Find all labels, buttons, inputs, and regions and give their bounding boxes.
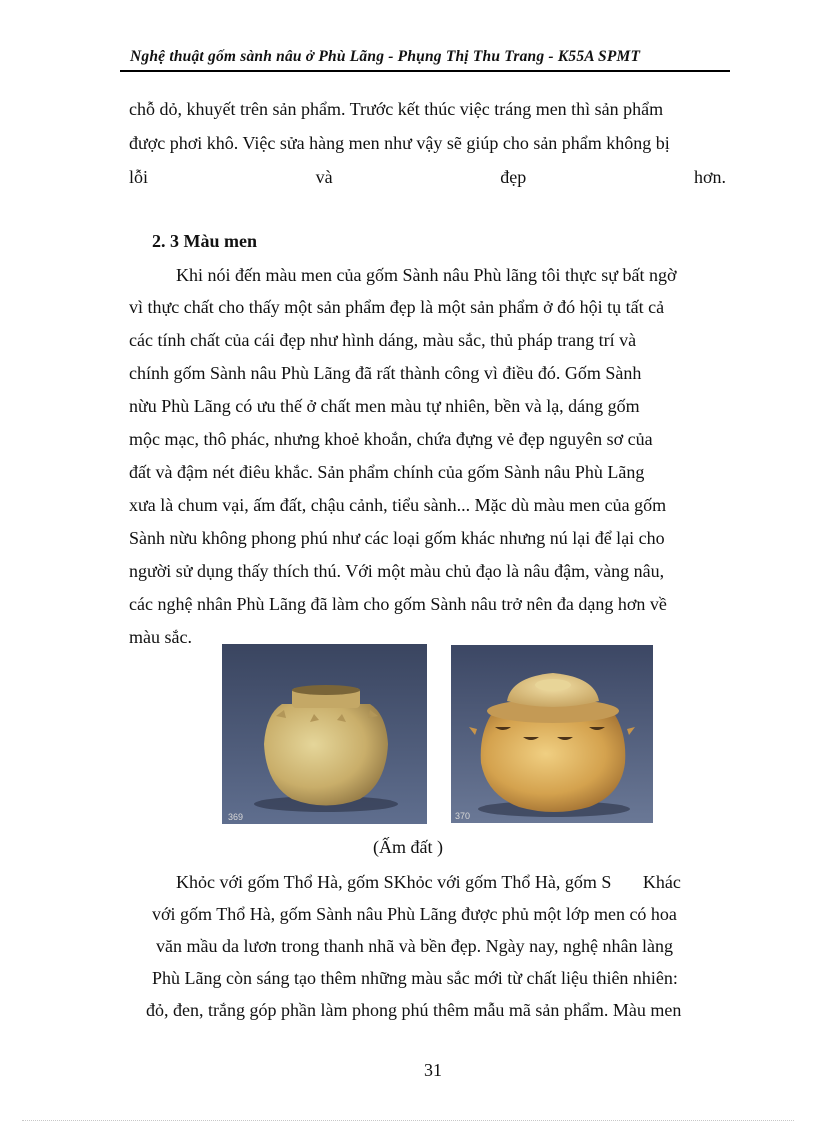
justified-line	[129, 166, 726, 188]
page-number: 31	[424, 1060, 442, 1080]
photo-number: 369	[228, 812, 244, 822]
word: hơn.	[693, 167, 726, 187]
paragraph-line: xưa là chum vại, ấm đất, chậu cảnh, tiểu sành... Mặc dù màu men của gốm	[129, 495, 667, 515]
paragraph-line: các tính chất của cái đẹp như hình dáng, màu sắc, thủ pháp trang trí và	[129, 330, 637, 350]
paragraph-line: văn mầu da lươn trong thanh nhã và bền đẹp. Ngày nay, nghệ nhân làng	[156, 936, 673, 956]
paragraph-line: mộc mạc, thô phác, nhưng khoẻ khoắn, chứa đựng vẻ đẹp nguyên sơ của	[129, 429, 653, 449]
paragraph-line: Khi nói đến màu men của gốm Sành nâu Phù lãng tôi thực sự bất ngờ	[176, 265, 677, 285]
jar-photo-right	[451, 645, 653, 823]
paragraph-line: với gốm Thổ Hà, gốm Sành nâu Phù Lãng được phủ một lớp men có hoa	[152, 904, 677, 924]
paragraph-line: vì thực chất cho thấy một sản phẩm đẹp là một sản phẩm ở đó hội tụ tất cả	[129, 297, 665, 317]
paragraph-line: chỗ dỏ, khuyết trên sản phẩm. Trước kết thúc việc tráng men thì sản phẩm	[129, 99, 664, 119]
word: đẹp	[500, 167, 527, 187]
jar-photo-left	[222, 644, 427, 824]
word: và	[315, 167, 333, 187]
ceramic-jar-lidded-icon	[451, 645, 653, 823]
figure-caption: (Ấm đất )	[373, 837, 443, 857]
section-heading: 2. 3 Màu men	[152, 231, 257, 251]
paragraph-line: Khỏc với gốm Thổ Hà, gốm SKhỏc với gốm Thổ Hà, gốm S Khác	[176, 872, 681, 892]
photo-number: 370	[455, 811, 471, 821]
paragraph-line: nừu Phù Lãng có ưu thế ở chất men màu tự nhiên, bền và lạ, dáng gốm	[129, 396, 640, 416]
ceramic-jar-open-icon	[222, 644, 427, 824]
paragraph-line: các nghệ nhân Phù Lãng đã làm cho gốm Sành nâu trở nên đa dạng hơn về	[129, 594, 667, 614]
paragraph-line: được phơi khô. Việc sửa hàng men như vậy sẽ giúp cho sản phẩm không bị	[129, 133, 670, 153]
word: lỗi	[129, 167, 149, 187]
paragraph-line: người sử dụng thấy thích thú. Với một màu chủ đạo là nâu đậm, vàng nâu,	[129, 561, 665, 581]
header-title: Nghệ thuật gốm sành nâu ở Phù Lãng - Phụng Thị Thu Trang - K55A SPMT	[130, 48, 641, 65]
paragraph-line: đất và đậm nét điêu khắc. Sản phẩm chính của gốm Sành nâu Phù Lãng	[129, 462, 645, 482]
paragraph-line: đỏ, đen, trắng góp phần làm phong phú thêm mẫu mã sản phẩm. Màu men	[146, 1000, 682, 1020]
page-header	[120, 46, 730, 72]
footer-divider	[22, 1120, 794, 1121]
paragraph-line: chính gốm Sành nâu Phù Lãng đã rất thành công vì điều đó. Gốm Sành	[129, 363, 642, 383]
paragraph-line: Sành nừu không phong phú như các loại gốm khác nhưng nú lại để lại cho	[129, 528, 665, 548]
paragraph-line: Phù Lãng còn sáng tạo thêm những màu sắc mới từ chất liệu thiên nhiên:	[152, 968, 678, 988]
paragraph-line: màu sắc.	[129, 627, 192, 647]
